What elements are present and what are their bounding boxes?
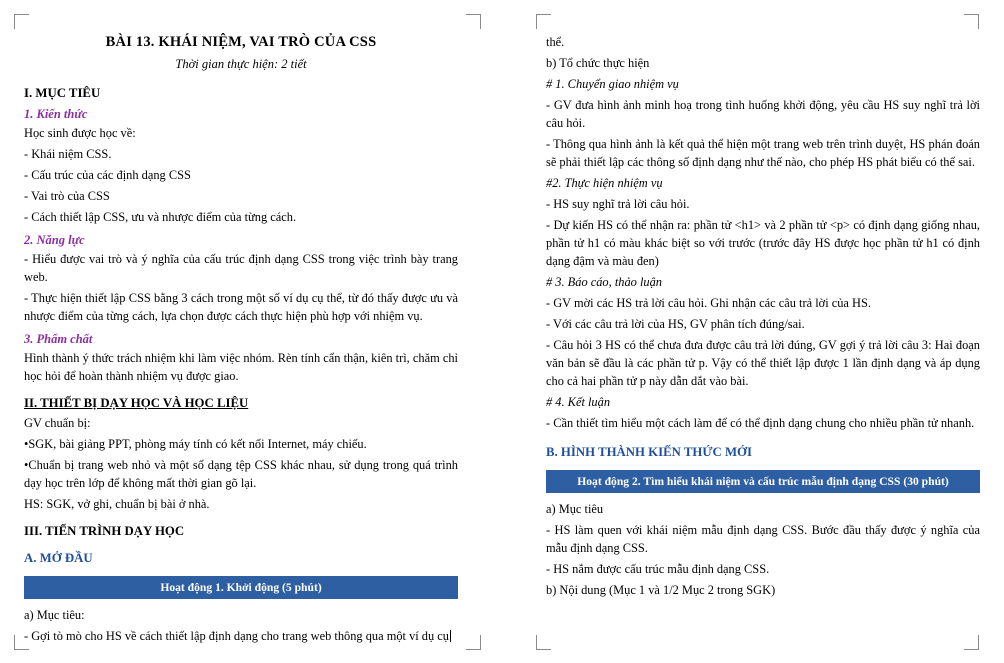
heading-task-4: # 4. Kết luận — [546, 394, 611, 409]
text-kien-thuc-3: - Vai trò của CSS — [24, 188, 110, 203]
text-noi-dung: b) Nội dung (Mục 1 và 1/2 Mục 2 trong SGK) — [546, 582, 776, 597]
heading-muc-tieu: I. MỤC TIÊU — [24, 86, 101, 100]
text-thiet-bi-0: GV chuẩn bị: — [24, 415, 91, 430]
text-task-3-0: - GV mời các HS trả lời câu hỏi. Ghi nhận các câu trả lời của HS. — [546, 295, 871, 310]
text-pham-chat-0: Hình thành ý thức trách nhiệm khi làm việc nhóm. Rèn tính cẩn thận, kiên trì, chăm chỉ học hỏi để hoàn thành nhiệm vụ được giao. — [24, 350, 458, 383]
text-thiet-bi-1: •SGK, bài giảng PPT, phòng máy tính có kết nối Internet, máy chiếu. — [24, 436, 367, 451]
text-task-3-2: - Câu hỏi 3 HS có thể chưa đưa được câu trả lời đúng, GV gợi ý trả lời câu 3: Hai đoạn văn bản sẽ đầu là các phần tử p. Vậy có thể thiết lập được 1 lần định dạng và áp dụng cho cả hai phần tử p này dẫn dắt vào bài. — [546, 337, 980, 388]
heading-pham-chat: 3. Phẩm chất — [24, 331, 93, 346]
activity-2-banner: Hoạt động 2. Tìm hiểu khái niệm và cấu trúc mẫu định dạng CSS (30 phút) — [546, 470, 980, 493]
text-to-chuc-thuc-hien: b) Tổ chức thực hiện — [546, 55, 650, 70]
text-kien-thuc-0: Học sinh được học về: — [24, 126, 136, 140]
page-left-column — [0, 0, 482, 663]
text-thiet-bi-3: HS: SGK, vở ghi, chuẩn bị bài ở nhà. — [24, 496, 210, 511]
text-task-1-0: - GV đưa hình ảnh minh hoạ trong tình huống khởi động, yêu cầu HS suy nghĩ trả lời câu hỏi. — [546, 97, 980, 130]
text-task-1-1: - Thông qua hình ảnh là kết quả thể hiện một trang web trên trình duyệt, HS phán đoán sẽ phải thiết lập các thông số định dạng như thế nào, cho phép HS phát biểu có thể sai. — [546, 136, 980, 169]
activity-1-banner: Hoạt động 1. Khởi động (5 phút) — [24, 576, 458, 599]
text-muc-tieu-label: a) Mục tiêu: — [24, 607, 85, 622]
heading-thiet-bi-day-hoc: II. THIẾT BỊ DẠY HỌC VÀ HỌC LIỆU — [24, 395, 249, 410]
heading-hinh-thanh-kien-thuc: B. HÌNH THÀNH KIẾN THỨC MỚI — [546, 444, 752, 459]
text-muc-tieu-2-body: - HS làm quen với khái niệm mẫu định dạng CSS. Bước đầu thấy được ý nghĩa của mẫu định dạng CSS. — [546, 522, 980, 555]
text-task-2-0: - HS suy nghĩ trả lời câu hỏi. — [546, 196, 690, 211]
left-column-content — [24, 34, 458, 649]
heading-nang-luc: 2. Năng lực — [24, 232, 85, 247]
text-muc-tieu-body — [24, 628, 458, 646]
text-task-3-1: - Với các câu trả lời của HS, GV phân tích đúng/sai. — [546, 316, 805, 331]
text-muc-tieu-2-label: a) Mục tiêu — [546, 501, 604, 516]
text-task-4-0: - Cần thiết tìm hiểu một cách làm để có thể định dạng chung cho nhiều phần tử nhanh. — [546, 415, 975, 430]
text-nang-luc-1: - Thực hiện thiết lập CSS bằng 3 cách trong một số ví dụ cụ thể, từ đó thấy được ưu và nhược điểm của từng cách, lựa chọn được cách thực hiện phù hợp với nhiệm vụ. — [24, 290, 458, 323]
text-continuation: thể. — [546, 35, 565, 49]
text-kien-thuc-4: - Cách thiết lập CSS, ưu và nhược điểm của từng cách. — [24, 209, 297, 224]
text-thiet-bi-2: •Chuẩn bị trang web nhỏ và một số dạng tệp CSS khác nhau, sử dụng trong quá trình dạy học trên lớp để không mất thời gian gõ lại. — [24, 457, 458, 490]
heading-task-1: # 1. Chuyển giao nhiệm vụ — [546, 76, 679, 91]
text-kien-thuc-2: - Cấu trúc của các định dạng CSS — [24, 167, 191, 182]
text-muc-tieu-body-text: - Gợi tò mò cho HS về cách thiết lập định dạng cho trang web thông qua một ví dụ cụ — [24, 628, 449, 643]
page-right-column — [522, 0, 1004, 663]
page-subtitle: Thời gian thực hiện: 2 tiết — [175, 57, 307, 71]
heading-task-3: # 3. Báo cáo, thảo luận — [546, 274, 662, 289]
text-muc-tieu-2-body-2: - HS nắm được cấu trúc mẫu định dạng CSS. — [546, 561, 770, 576]
text-task-2-1: - Dự kiến HS có thể nhận ra: phần tử <h1> và 2 phần tử <p> có định dạng giống nhau, phần tử h1 có màu khác biệt so với trước (trước đây HS được học phần tử h1 có định dạng đậm và màu đen) — [546, 217, 980, 268]
heading-kien-thuc: 1. Kiến thức — [24, 107, 88, 121]
heading-tien-trinh-day-hoc: III. TIẾN TRÌNH DẠY HỌC — [24, 523, 185, 538]
heading-task-2: #2. Thực hiện nhiệm vụ — [546, 175, 663, 190]
heading-mo-dau: A. MỞ ĐẦU — [24, 550, 93, 565]
text-cursor — [450, 630, 451, 642]
text-kien-thuc-1: - Khái niệm CSS. — [24, 146, 112, 161]
text-nang-luc-0: - Hiểu được vai trò và ý nghĩa của cấu trúc định dạng CSS trong việc trình bày trang web. — [24, 251, 458, 284]
right-column-content — [546, 34, 980, 603]
page-title: BÀI 13. KHÁI NIỆM, VAI TRÒ CỦA CSS — [105, 34, 377, 50]
